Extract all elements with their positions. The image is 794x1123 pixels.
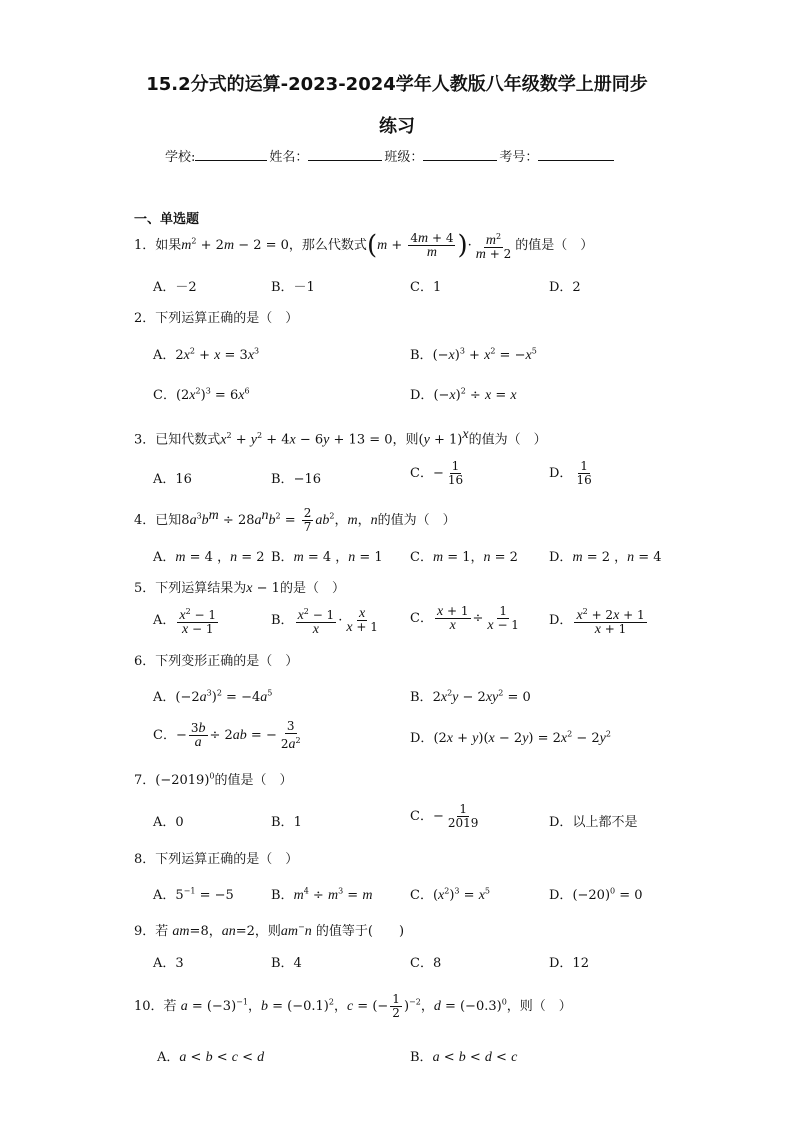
q9-option-c: C．8 [410,956,442,971]
q7-option-c: C．− $\frac{1}{2019}$ [410,802,479,830]
q5-option-b: B． $\frac{x^2 - 1}{x}$ · $\frac{x}{x + 1}$ [271,606,378,637]
question-10: 10．若 $a = (-3)^{-1}$，$b = (-0.1)^2$，c = (− $\frac{1}{2}$ )$^{-2}$，$d = (-0.3)^0$，则（ ） [134,992,572,1020]
q1-option-c: C．1 [410,280,442,295]
name-label: 姓名： [269,150,309,165]
q6-option-b: B．$2x^2y - 2xy^2 = 0$ [410,688,531,705]
question-8: 8．下列运算正确的是（ ） [134,852,299,867]
number-blank [538,148,614,161]
question-7: 7．$(-2019)^0$的值是（ ） [134,771,293,788]
q7-option-d: D．以上都不是 [549,815,638,830]
q8-option-b: B．$m^4 \div m^3 = m$ [271,886,373,903]
q3-option-c: C．− $\frac{1}{16}$ [410,459,464,487]
q3-option-b: B．−16 [271,472,321,487]
q10-option-a: A．a < b < c < d [157,1050,265,1065]
section-heading: 一、单选题 [134,212,200,227]
document-title-line2: 练习 [379,116,415,137]
q5-option-a: A． $\frac{x^2 - 1}{x - 1}$ [153,607,217,637]
q7-option-b: B．1 [271,815,302,830]
school-label: 学校: [165,150,196,165]
q8-option-d: D．$(-20)^0 = 0$ [549,886,643,903]
class-blank [423,148,497,161]
q6-option-c: C．− $\frac{3b}{a}$ ÷ 2ab = − $\frac{3}{2a^2}$ [153,719,301,752]
q8-option-c: C．$(x^2)^3 = x^5$ [410,886,490,903]
q3-option-a: A．16 [153,472,192,487]
q9-option-d: D．12 [549,956,589,971]
q4-option-a: A．m = 4 ，n = 2 [153,550,265,565]
q5-option-d: D． $\frac{x^2 + 2x + 1}{x + 1}$ [549,607,645,637]
q10-option-b: B．a < b < d < c [410,1050,518,1065]
question-9: 9．若 am=8，an=2，则am−n 的值等于( ) [134,922,405,939]
question-6: 6．下列变形正确的是（ ） [134,654,299,669]
school-blank [195,148,267,161]
q4-option-d: D．m = 2 ，n = 4 [549,550,662,565]
q4-option-c: C．m = 1，n = 2 [410,550,518,565]
student-info-row [165,146,616,165]
q1-option-d: D．2 [549,280,581,295]
q6-option-a: A．$(-2a^3)^2 = -4a^5$ [153,688,273,705]
q1-option-b: B．－1 [271,280,315,295]
name-blank [308,148,382,161]
q2-option-c: C．$(2x^2)^3 = 6x^6$ [153,386,250,403]
q7-option-a: A．0 [153,815,184,830]
q9-option-a: A．3 [153,956,184,971]
document-title-line1: 15.2分式的运算-2023-2024学年人教版八年级数学上册同步 [146,74,648,95]
q3-option-d: D． $\frac{1}{16}$ [549,459,592,487]
question-3: 3．已知代数式$x^2 + y^2 + 4x - 6y + 13 = 0$，则$(y + 1)^x$的值为（ ） [134,427,547,448]
question-4: 4．已知$8a^3b^m \div 28a^nb^2$ = $\frac{2}{7}$ $ab^2$，m，n的值为（ ） [134,506,456,534]
q2-option-a: A．$2x^2 + x = 3x^3$ [153,346,260,363]
q5-option-c: C． $\frac{x + 1}{x}$ ÷ $\frac{1}{x - 1}$ [410,604,519,633]
class-label: 班级： [384,150,424,165]
q9-option-b: B．4 [271,956,302,971]
q2-option-b: B．$(-x)^3 + x^2 = -x^5$ [410,346,537,363]
number-label: 考号： [499,150,539,165]
q8-option-a: A．$5^{-1} = -5$ [153,886,234,903]
q4-option-b: B．m = 4 ，n = 1 [271,550,383,565]
q1-option-a: A．－2 [153,280,197,295]
question-5: 5．下列运算结果为x − 1的是（ ） [134,581,345,596]
question-1: 1．如果$m^2 + 2m - 2 = 0$，那么代数式(m + $\frac{4m + 4}{m}$ )· $\frac{m^2}{m + 2}$ 的值是（ ） [134,230,594,262]
q2-option-d: D．$(-x)^2 \div x = x$ [410,386,517,403]
q6-option-d: D．$(2x + y)(x - 2y) = 2x^2 - 2y^2$ [410,729,611,746]
question-2: 2．下列运算正确的是（ ） [134,311,299,326]
